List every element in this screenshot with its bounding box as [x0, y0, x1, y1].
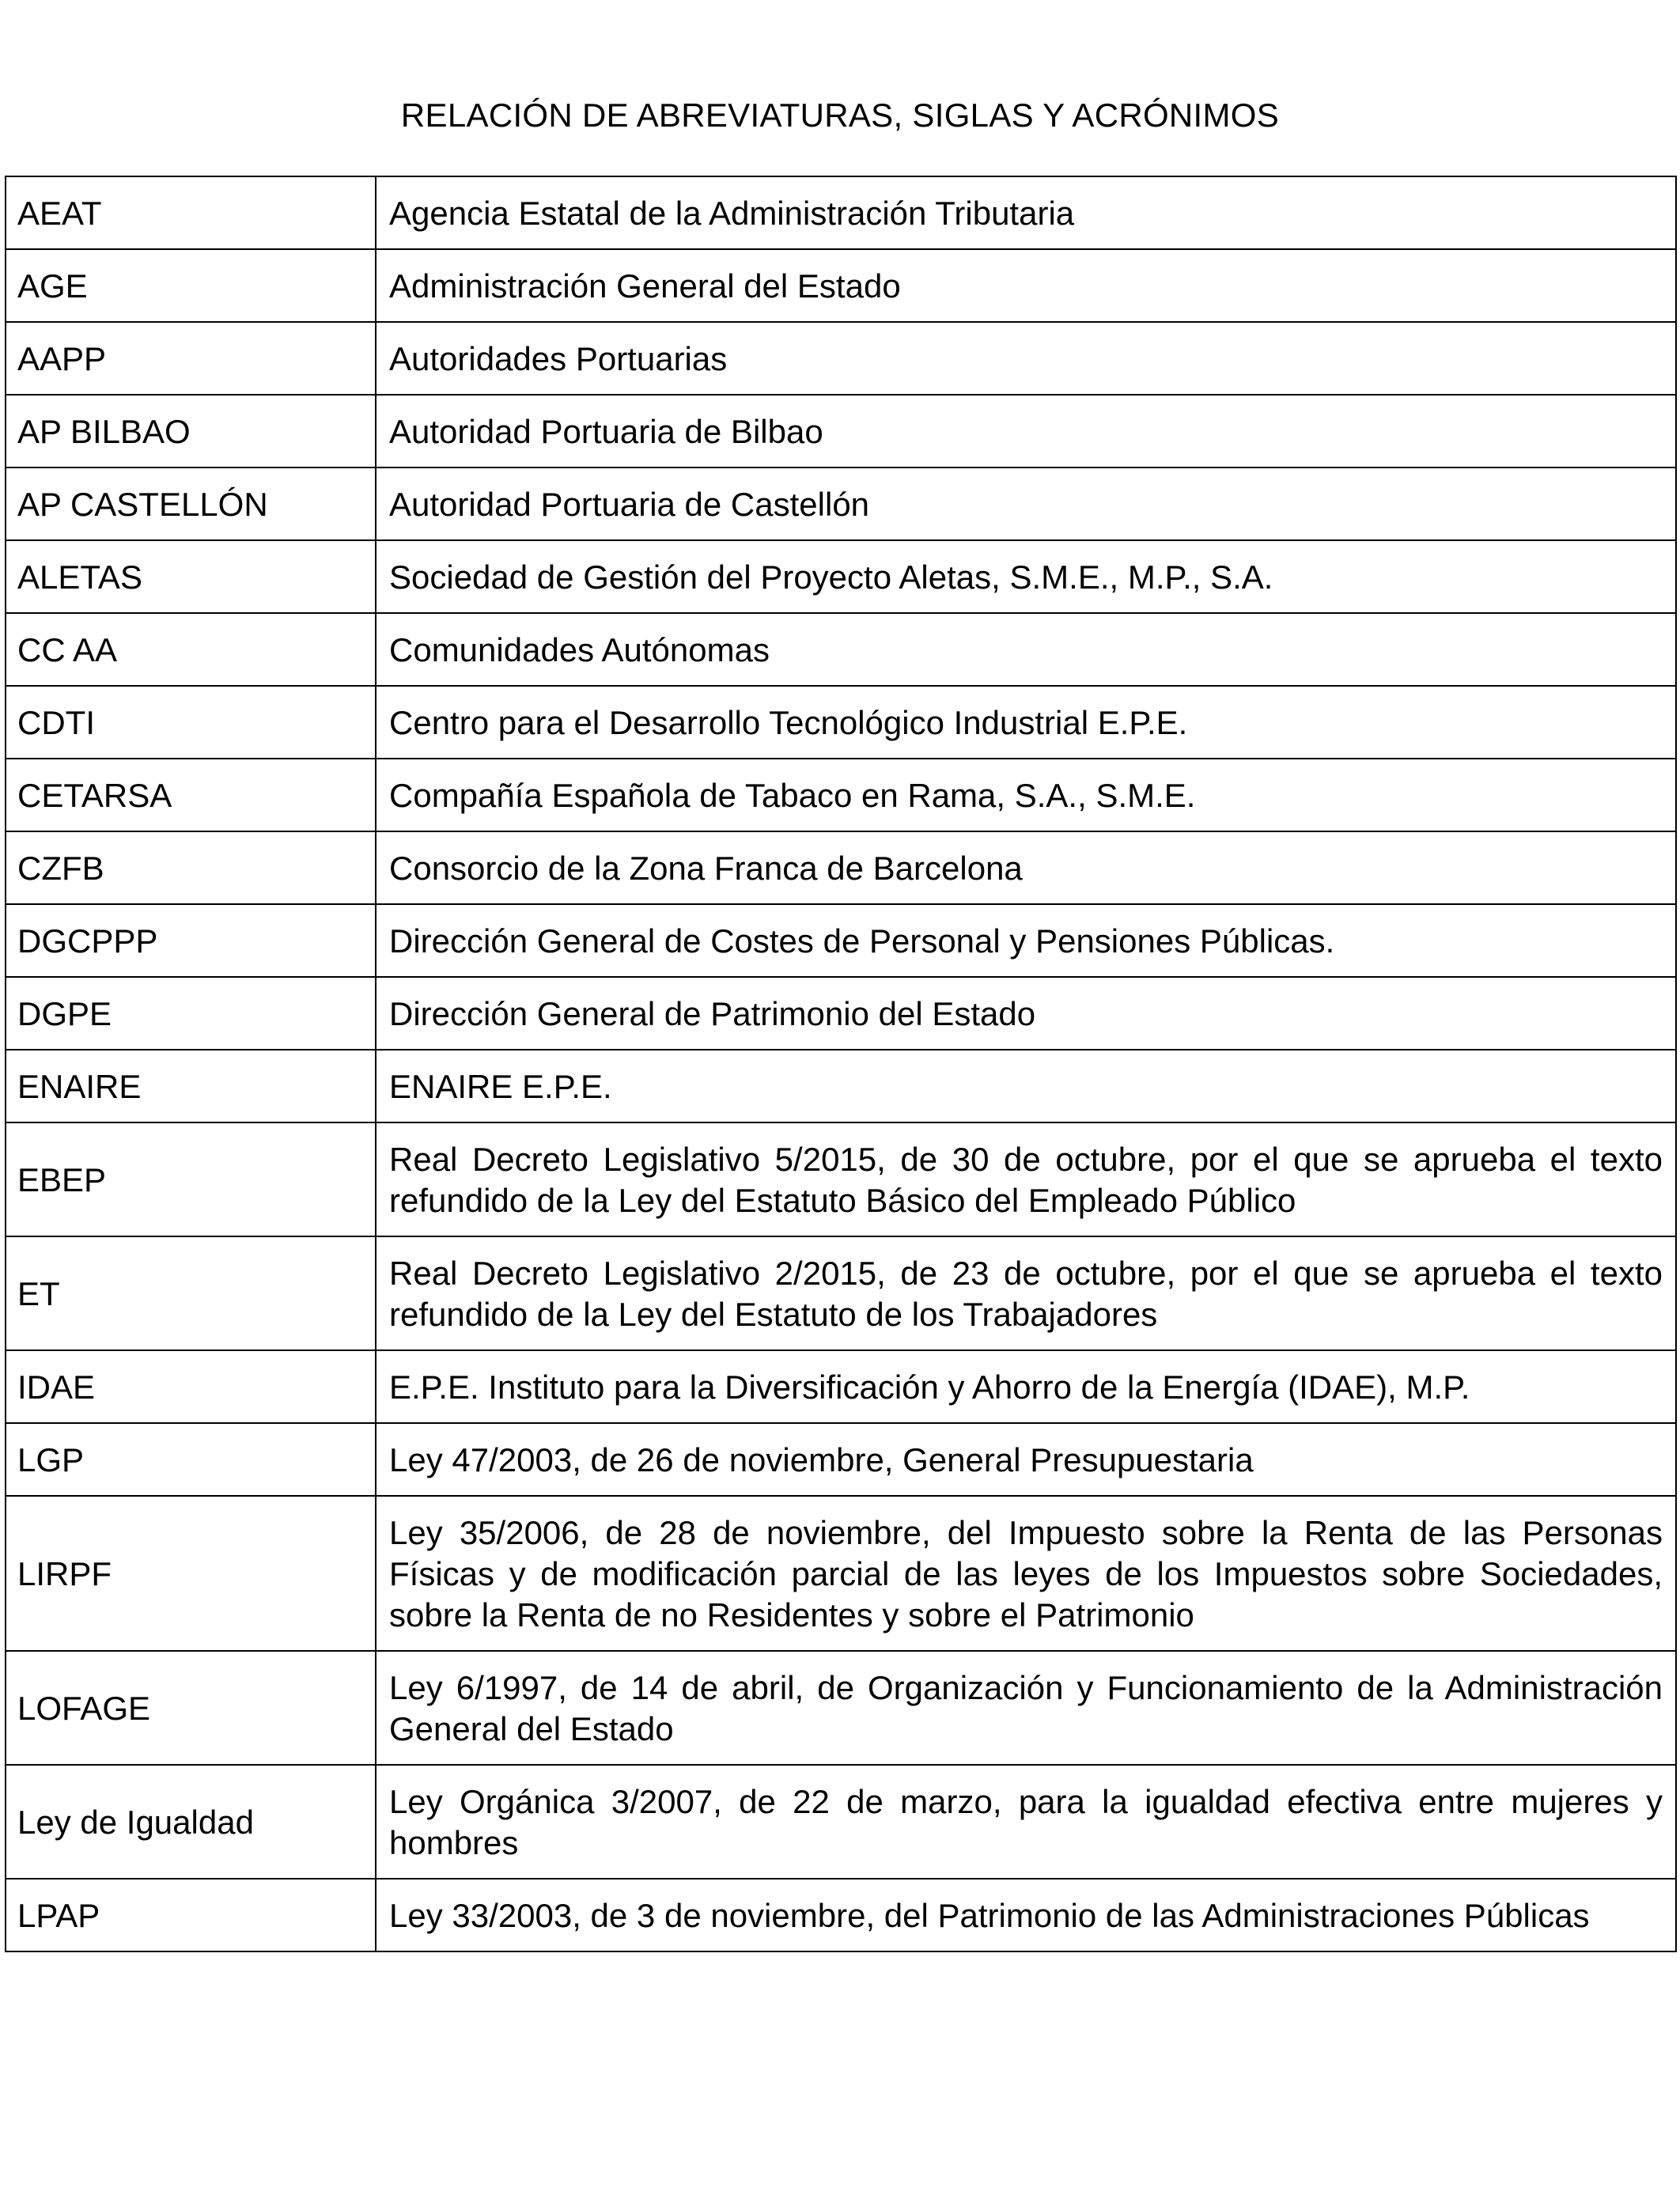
abbreviations-table — [5, 176, 1677, 1952]
definition-cell: Autoridades Portuarias — [376, 322, 1676, 395]
definition-cell: Ley 33/2003, de 3 de noviembre, del Patrimonio de las Administraciones Públicas — [376, 1879, 1676, 1951]
table-row — [6, 686, 1676, 759]
table-row — [6, 831, 1676, 904]
abbreviation-cell: LOFAGE — [6, 1651, 376, 1765]
definition-cell: Agencia Estatal de la Administración Tributaria — [376, 176, 1676, 249]
table-row — [6, 759, 1676, 831]
definition-cell: Centro para el Desarrollo Tecnológico Industrial E.P.E. — [376, 686, 1676, 759]
abbreviation-cell: CZFB — [6, 831, 376, 904]
table-row — [6, 904, 1676, 977]
abbreviation-cell: CC AA — [6, 613, 376, 686]
definition-cell: Comunidades Autónomas — [376, 613, 1676, 686]
abbreviation-cell: DGCPPP — [6, 904, 376, 977]
abbreviation-cell: LPAP — [6, 1879, 376, 1951]
definition-cell: Autoridad Portuaria de Bilbao — [376, 395, 1676, 468]
definition-cell: Autoridad Portuaria de Castellón — [376, 468, 1676, 540]
table-row — [6, 249, 1676, 322]
table-row — [6, 1879, 1676, 1951]
table-row — [6, 1050, 1676, 1122]
definition-cell: Ley 47/2003, de 26 de noviembre, General Presupuestaria — [376, 1423, 1676, 1496]
abbreviation-cell: AP CASTELLÓN — [6, 468, 376, 540]
page-title: RELACIÓN DE ABREVIATURAS, SIGLAS Y ACRÓNIMOS — [400, 97, 1280, 134]
definition-cell: Administración General del Estado — [376, 249, 1676, 322]
definition-cell: Ley 35/2006, de 28 de noviembre, del Impuesto sobre la Renta de las Personas Físicas y de modificación parcial de las leyes de los Impuestos sobre Sociedades, sobre la Renta de no Residentes y sobre el Patrimonio — [376, 1496, 1676, 1651]
table-row — [6, 1350, 1676, 1423]
table-row — [6, 176, 1676, 249]
abbreviation-cell: CETARSA — [6, 759, 376, 831]
table-row — [6, 1122, 1676, 1236]
table-row — [6, 977, 1676, 1050]
definition-cell: Ley 6/1997, de 14 de abril, de Organización y Funcionamiento de la Administración General del Estado — [376, 1651, 1676, 1765]
abbreviation-cell: AGE — [6, 249, 376, 322]
abbreviation-cell: ET — [6, 1236, 376, 1350]
abbreviations-table-body — [6, 176, 1676, 1951]
abbreviation-cell: ALETAS — [6, 540, 376, 613]
definition-cell: Dirección General de Patrimonio del Estado — [376, 977, 1676, 1050]
definition-cell: Sociedad de Gestión del Proyecto Aletas, S.M.E., M.P., S.A. — [376, 540, 1676, 613]
abbreviation-cell: ENAIRE — [6, 1050, 376, 1122]
abbreviation-cell: AP BILBAO — [6, 395, 376, 468]
abbreviation-cell: CDTI — [6, 686, 376, 759]
abbreviation-cell: EBEP — [6, 1122, 376, 1236]
table-row — [6, 322, 1676, 395]
abbreviation-cell: LGP — [6, 1423, 376, 1496]
abbreviation-cell: IDAE — [6, 1350, 376, 1423]
table-row — [6, 468, 1676, 540]
definition-cell: Real Decreto Legislativo 2/2015, de 23 de octubre, por el que se aprueba el texto refundido de la Ley del Estatuto de los Trabajadores — [376, 1236, 1676, 1350]
table-row — [6, 395, 1676, 468]
definition-cell: Dirección General de Costes de Personal y Pensiones Públicas. — [376, 904, 1676, 977]
definition-cell: E.P.E. Instituto para la Diversificación y Ahorro de la Energía (IDAE), M.P. — [376, 1350, 1676, 1423]
definition-cell: Real Decreto Legislativo 5/2015, de 30 de octubre, por el que se aprueba el texto refundido de la Ley del Estatuto Básico del Empleado Público — [376, 1122, 1676, 1236]
table-row — [6, 1651, 1676, 1765]
definition-cell: Compañía Española de Tabaco en Rama, S.A., S.M.E. — [376, 759, 1676, 831]
table-row — [6, 1423, 1676, 1496]
table-row — [6, 1236, 1676, 1350]
table-row — [6, 613, 1676, 686]
definition-cell: Consorcio de la Zona Franca de Barcelona — [376, 831, 1676, 904]
abbreviation-cell: DGPE — [6, 977, 376, 1050]
abbreviation-cell: AAPP — [6, 322, 376, 395]
table-row — [6, 540, 1676, 613]
definition-cell: ENAIRE E.P.E. — [376, 1050, 1676, 1122]
table-row — [6, 1765, 1676, 1879]
abbreviation-cell: AEAT — [6, 176, 376, 249]
definition-cell: Ley Orgánica 3/2007, de 22 de marzo, para la igualdad efectiva entre mujeres y hombres — [376, 1765, 1676, 1879]
table-row — [6, 1496, 1676, 1651]
abbreviation-cell: Ley de Igualdad — [6, 1765, 376, 1879]
abbreviation-cell: LIRPF — [6, 1496, 376, 1651]
